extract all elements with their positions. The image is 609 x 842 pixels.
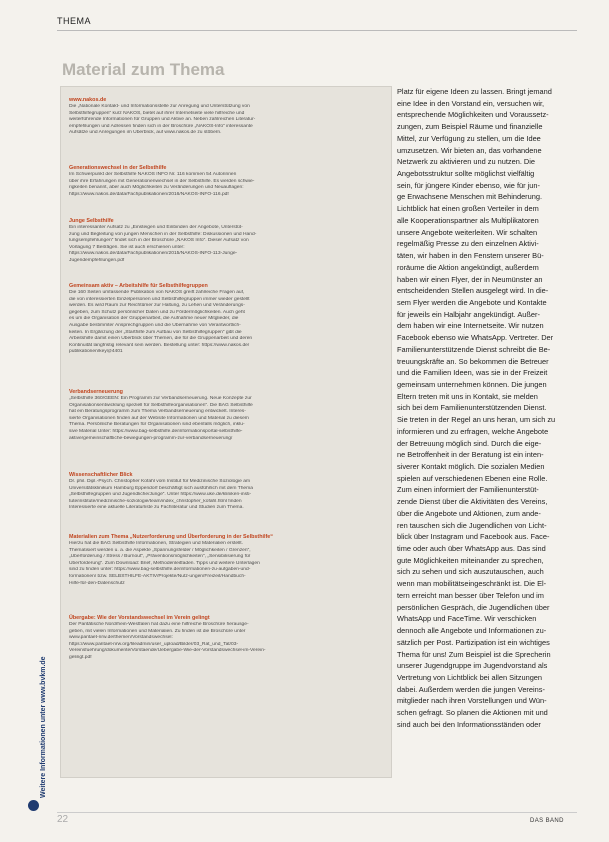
body-line: schen gefragt. So planen die Aktionen mit und bbox=[397, 708, 548, 718]
material-box bbox=[60, 86, 392, 778]
body-line: spielen auf verschiedenen Ebenen eine Rolle. bbox=[397, 473, 548, 483]
body-line: Lichtblick hat einen großen Verteiler in dem bbox=[397, 204, 539, 214]
entry-line: Aufsätze und Anregungen im Überblick, auf www.nakos.de zu stöbern. bbox=[69, 130, 222, 136]
body-line: sind auch bei den Informationsständen oder bbox=[397, 719, 541, 729]
body-column bbox=[397, 86, 577, 731]
entry-line: https://www.nakos.de/data/Fachpublikationen/2015/NAKOS-INFO-113-Junge- bbox=[69, 251, 238, 257]
body-line: ge Erwachsene Menschen mit Behinderung. bbox=[397, 192, 543, 202]
entry-line: empfehlungen und Adressen finden sich in der Broschüre „NAKOS-Info“ interessante bbox=[69, 123, 253, 129]
body-line: gemeinsam unternehmen können. Die jungen bbox=[397, 379, 547, 389]
entry-line: Die 160 Seiten umfassende Publikation von NAKOS greift zahlreiche Fragen auf, bbox=[69, 290, 245, 295]
entry-line: gegeben, zum Schutz persönlicher Daten und zu Fördermöglichkeiten. Auch geht bbox=[69, 309, 245, 315]
body-line: Mittel, zur Verfügung zu stellen, um die Idee bbox=[397, 133, 541, 143]
body-line: time oder auch über WhatsApp aus. Das sind bbox=[397, 544, 546, 554]
entry-line: hat ein Beratungsprogramm zum Thema Verbandserneuerung entwickelt. Interes- bbox=[69, 409, 246, 415]
body-line: WhatsApp und FaceTime. Wir verschicken bbox=[397, 614, 537, 624]
body-line: persönlichen Gespräch, die Jugendlichen über bbox=[397, 602, 550, 612]
entry-body bbox=[69, 172, 381, 198]
body-line: dennoch alle Angebote und Informationen zu- bbox=[397, 626, 547, 636]
section-tag: THEMA bbox=[57, 16, 91, 26]
material-entry bbox=[69, 165, 381, 198]
entry-line: rigkeiten benannt, aber auch Möglichkeiten zu Veränderungen und Neuauflagen: bbox=[69, 185, 244, 191]
entry-body bbox=[69, 396, 381, 442]
body-line: unsere Angebote weiterleiten. Wir schalten bbox=[397, 227, 538, 237]
material-entry bbox=[69, 283, 381, 356]
body-line: regelmäßig Presse zu den einzelnen Aktivi- bbox=[397, 239, 539, 249]
material-entry bbox=[69, 534, 381, 587]
entry-line: es um die Organisation der Gruppenarbeit, die Aufnahme neuer Mitglieder, die bbox=[69, 316, 239, 322]
entry-body bbox=[69, 225, 381, 265]
body-line: entscheidenden Stellen ausgelegt wird. In die- bbox=[397, 286, 549, 296]
entry-body bbox=[69, 541, 381, 587]
entry-line: Interessierte eine aktuelle Literaturliste zu Fachliteratur und Studien zum Thema. bbox=[69, 505, 244, 511]
body-line: dem haben wir eine Internetseite. Wir nutzen bbox=[397, 321, 544, 331]
entry-line: geben, mit vielen Informationen und Materialien. Zu finden ist die Broschüre unter bbox=[69, 628, 246, 634]
entry-line: die von interessierten Einzelpersonen und Selbsthilfegruppen immer wieder gestellt bbox=[69, 296, 250, 302]
material-entry bbox=[69, 615, 381, 662]
material-entry bbox=[69, 389, 381, 442]
entry-line: sierte Organisationen finden auf der Website Informationen und Material zu diesem bbox=[69, 415, 249, 421]
body-line: Angebotsstruktur sollte möglichst vielfältig bbox=[397, 169, 535, 179]
entry-line: Thematisiert werden u. a. die Aspekte „Spannungsfelder / Möglichkeiten / Grenzen“, bbox=[69, 547, 251, 553]
entry-line: „Überforderung / Stress / Burnout“, „Präventionsmöglichkeiten“, „Sensibilisierung für bbox=[69, 554, 251, 560]
body-line: Familienunterstützende Dienst schreibt die Be- bbox=[397, 344, 551, 354]
material-entry bbox=[69, 472, 381, 512]
entry-heading: Junge Selbsthilfe bbox=[69, 218, 114, 224]
body-line: Facebook ebenso wie WhatsApp. Vertreter. Der bbox=[397, 333, 554, 343]
entry-line: Kontinuität langfristig relevant sein werden. Bestellung unter: https://www.nakos.de/ bbox=[69, 342, 250, 348]
entry-line: „Selbsthilfe 360/GEEN: Ein Programm zur Verbandserneuerung. Neue Konzepte zur bbox=[69, 396, 252, 401]
body-line: für jeweils ein Halbjahr angekündigt. Außer- bbox=[397, 309, 540, 319]
entry-heading: Materialien zum Thema „Nutzerforderung und Überforderung in der Selbsthilfe“ bbox=[69, 534, 273, 540]
body-line: der Betreuung möglich sind. Durch die eige- bbox=[397, 438, 542, 448]
entry-line: über ihre Erfahrungen mit Generationenwechsel in der Selbsthilfe. Es werden schwie- bbox=[69, 178, 255, 184]
entry-line: lungsempfehlungen“ findet sich in der Broschüre „NAKOS Info“. Dieser Aufsatz von bbox=[69, 238, 249, 244]
body-line: unserer Jugendgruppe im Jugendvorstand als bbox=[397, 661, 548, 671]
entry-line: Organisationsentwicklung speziell für Selbsthilfeorganisationen“. Die BAG Selbsthilfe bbox=[69, 402, 253, 408]
entry-body bbox=[69, 479, 381, 512]
entry-line: Im Schwerpunkt der Selbsthilfe NAKOS INFO Nr. 116 kommen 54 Autorinnen bbox=[69, 172, 237, 177]
entry-line: Thema. Persönliche Beratungen für Organisationen sind ebenfalls möglich, inklu- bbox=[69, 422, 245, 428]
entry-body bbox=[69, 622, 381, 662]
body-line: haben wir einen Flyer, der in Neumünster an bbox=[397, 274, 543, 284]
body-line: zungen, zum Beispiel Räume und finanzielle bbox=[397, 122, 543, 132]
body-line: sätzlich per Post. Partizipation ist ein wichtiges bbox=[397, 637, 550, 647]
body-line: entsprechende Möglichkeiten und Voraussetz- bbox=[397, 110, 549, 120]
body-line: mitglieder nach ihren Vorstellungen und Wün- bbox=[397, 696, 547, 706]
entry-line: Der Paritätische Nordrhein-Westfalen hat dazu eine hilfreiche Broschüre herausge- bbox=[69, 622, 249, 627]
entry-line: Ein interessanter Aufsatz zu „Einsteigen und Einbinden der Angebote, Unterstüt- bbox=[69, 225, 243, 230]
footer-divider bbox=[57, 812, 577, 813]
body-line: Zum einen informiert der Familienunterstüt- bbox=[397, 485, 539, 495]
entry-line: sive Material Unter: https://www.bag-selbsthilfe.de/informationsportal-selbsthilfe- bbox=[69, 428, 243, 434]
body-line: dabei. Außerdem werden die jungen Vereins- bbox=[397, 684, 545, 694]
material-entry bbox=[69, 97, 381, 137]
entry-heading: Übergabe: Wie der Vorstandswechsel im Verein gelingt bbox=[69, 615, 210, 621]
entry-line: https://www.paritaet-nrw.org/fileadmin/user_upload/Bilder/03_Rat_und_Tat/03- bbox=[69, 641, 239, 647]
body-line: roräume die Aktion angekündigt, außerdem bbox=[397, 262, 539, 272]
entry-line: www.paritaet-nrw.de/themen/Vorstandswechsel: bbox=[69, 635, 173, 641]
bvkm-logo-icon bbox=[28, 800, 39, 811]
body-line: gute Möglichkeiten miteinander zu sprechen, bbox=[397, 555, 544, 565]
body-line: Platz für eigene Ideen zu lassen. Bringt jemand bbox=[397, 87, 552, 96]
entry-line: Arbeitshilfe damit einen Überblick über Themen, die für die Gruppenarbeit und deren bbox=[69, 336, 253, 342]
entry-line: Vorlagung 7 Beiträgen. Sie ist auch erschienen unter: bbox=[69, 244, 185, 250]
entry-line: gelingt.pdf bbox=[69, 654, 92, 660]
entry-line: sind zu finden unter: https://www.bag-selbsthilfe.de/informationen-zu-aufgaben-und- bbox=[69, 567, 251, 573]
entry-line: publikationen/key@4401 bbox=[69, 349, 123, 355]
entry-line: aktive/gemeinschaftliche-bewegungen-programm-zur-verbandserneuerung/ bbox=[69, 435, 233, 441]
body-line: alle Kooperationspartner als Multiplikatoren bbox=[397, 215, 539, 225]
header-divider bbox=[57, 30, 577, 31]
entry-line: Hilfe-für-den-Datenschutz bbox=[69, 580, 125, 586]
body-line: über die Angebote und Aktionen, zum ande- bbox=[397, 508, 541, 518]
body-line: Thema für uns! Zum Beispiel ist die Sprecherin bbox=[397, 649, 551, 659]
body-line: sein, für jüngere Kinder ebenso, wie für jun- bbox=[397, 180, 540, 190]
entry-line: Überforderung“. Zum Download: Brief, Methodenleitfaden. Tipps und weitere Unterlagen bbox=[69, 560, 260, 566]
page-number: 22 bbox=[57, 814, 69, 825]
entry-line: Vereinsfuehrung/dokumente/Vorstaende/Uebergabe-Wie-der-Vorstandswechsel-im-Verein- bbox=[69, 648, 266, 654]
entry-heading: www.nakos.de bbox=[69, 97, 107, 103]
body-line: Sie treten in der Regel an uns heran, um sich zu bbox=[397, 415, 556, 425]
entry-body bbox=[69, 104, 381, 137]
entry-line: Dr. phil. Dipl.-Psych. Christopher Kofahl vom Institut für Medizinische Soziologie am bbox=[69, 479, 251, 484]
entry-line: zung und Begleitung von jungen Menschen in der Selbsthilfe: Diskussionen und Hand- bbox=[69, 231, 257, 237]
entry-line: tute/institute/medizinische-soziologie/team/index_christopher_kofahl.html finden bbox=[69, 498, 242, 504]
magazine-name: DAS BAND bbox=[530, 818, 564, 824]
entry-line: Jugendempfehlungen.pdf bbox=[69, 257, 125, 263]
entry-line: Selbsthilfegruppen“ kurz NAKOS, bietet auf ihrer Internetseite viele hilfreiche und bbox=[69, 110, 245, 116]
entry-body bbox=[69, 290, 381, 356]
body-line: ren tauschen sich die Jugendlichen von Licht- bbox=[397, 520, 547, 530]
entry-line: Hierzu hat die BAG Selbsthilfe Informationen, Strategien und Materialien erstellt. bbox=[69, 541, 243, 546]
body-line: sich bei dem Familienunterstützenden Dienst. bbox=[397, 403, 547, 413]
entry-heading: Generationswechsel in der Selbsthilfe bbox=[69, 165, 167, 171]
body-line: informieren und zu erfragen, welche Angebote bbox=[397, 426, 549, 436]
body-line: umzusetzen. Wir bieten an, das vorhandene bbox=[397, 145, 542, 155]
entry-line: „Selbsthilfegruppen und Jugendliche/Junge“. Unter https://www.uke.de/kliniken-insti- bbox=[69, 492, 252, 498]
body-line: und die Familien Ideen, was sie in der Freizeit bbox=[397, 368, 548, 378]
body-line: zende Dienst über die Aktivitäten des Vereins, bbox=[397, 497, 548, 507]
body-line: sich zu sehen und sich auszutauschen, auch bbox=[397, 567, 544, 577]
body-line: sem Flyer werden die Angebote und Kontakte bbox=[397, 297, 547, 307]
body-line: blick über Instagram und Facebook aus. Face- bbox=[397, 532, 550, 542]
entry-line: https://www.nakos.de/data/Fachpublikationen/2016/NAKOS-INFO-116.pdf bbox=[69, 191, 229, 197]
entry-heading: Wissenschaftlicher Blick bbox=[69, 472, 133, 478]
body-line: treuungskräfte an. So bekommen die Betreuer bbox=[397, 356, 549, 366]
body-line: siverer Kontakt möglich. Die sozialen Medien bbox=[397, 462, 545, 471]
body-line: tern erreicht man besser über Telefon und im bbox=[397, 590, 544, 600]
body-line: wenn man mobilitätseingeschränkt ist. Die El- bbox=[397, 579, 547, 589]
page-title: Material zum Thema bbox=[62, 60, 225, 79]
body-line: täten, wir haben in den Fenstern unserer Bü- bbox=[397, 251, 544, 261]
entry-line: Die „Nationale Kontakt- und Informationsstelle zur Anregung und Unterstützung von bbox=[69, 104, 250, 109]
material-entry bbox=[69, 218, 381, 265]
entry-heading: Verbandserneuerung bbox=[69, 389, 123, 395]
sidebar-info-text: Weitere Informationen unter www.bvkm.de bbox=[40, 656, 47, 798]
body-line: eine Idee in den Vorstand ein, versuchen wir, bbox=[397, 98, 545, 108]
entry-line: keiten. In Ergänzung der „Starthilfe zum Aufbau von Selbsthilfegruppen“ gibt die bbox=[69, 329, 242, 335]
body-line: ne Betroffenheit in der Beratung ist ein inten- bbox=[397, 450, 544, 460]
entry-line: Ausgabe bestimmter Ansprechgruppen und die Übernahme von Verantwortlich- bbox=[69, 322, 241, 328]
body-line: Netzwerk zu aktivieren und zu nutzen. Die bbox=[397, 157, 536, 167]
body-line: Vertretung von Lichtblick bei allen Sitzungen bbox=[397, 672, 543, 682]
entry-line: formationen/ bzw. SELBSTHILFE-AKTIV/Projekte/Nutz-ungen/Freizeit/Handbuch- bbox=[69, 573, 246, 579]
entry-heading: Gemeinsam aktiv – Arbeitshilfe für Selbsthilfegruppen bbox=[69, 283, 208, 289]
entry-line: werden. Es wird Raum zur Reichtümer zur Haltung, zu Lehen und Veränderungs- bbox=[69, 303, 245, 309]
body-line: Eltern treten mit uns in Kontakt, sie melden bbox=[397, 391, 538, 401]
entry-line: Universitätsklinikum Hamburg Eppendorf beschäftigt sich ausführlich mit dem Thema bbox=[69, 485, 253, 491]
entry-line: weiterführende Informationen für Gruppen und Aktive an. Neben zahlreichen Literatur- bbox=[69, 117, 256, 123]
